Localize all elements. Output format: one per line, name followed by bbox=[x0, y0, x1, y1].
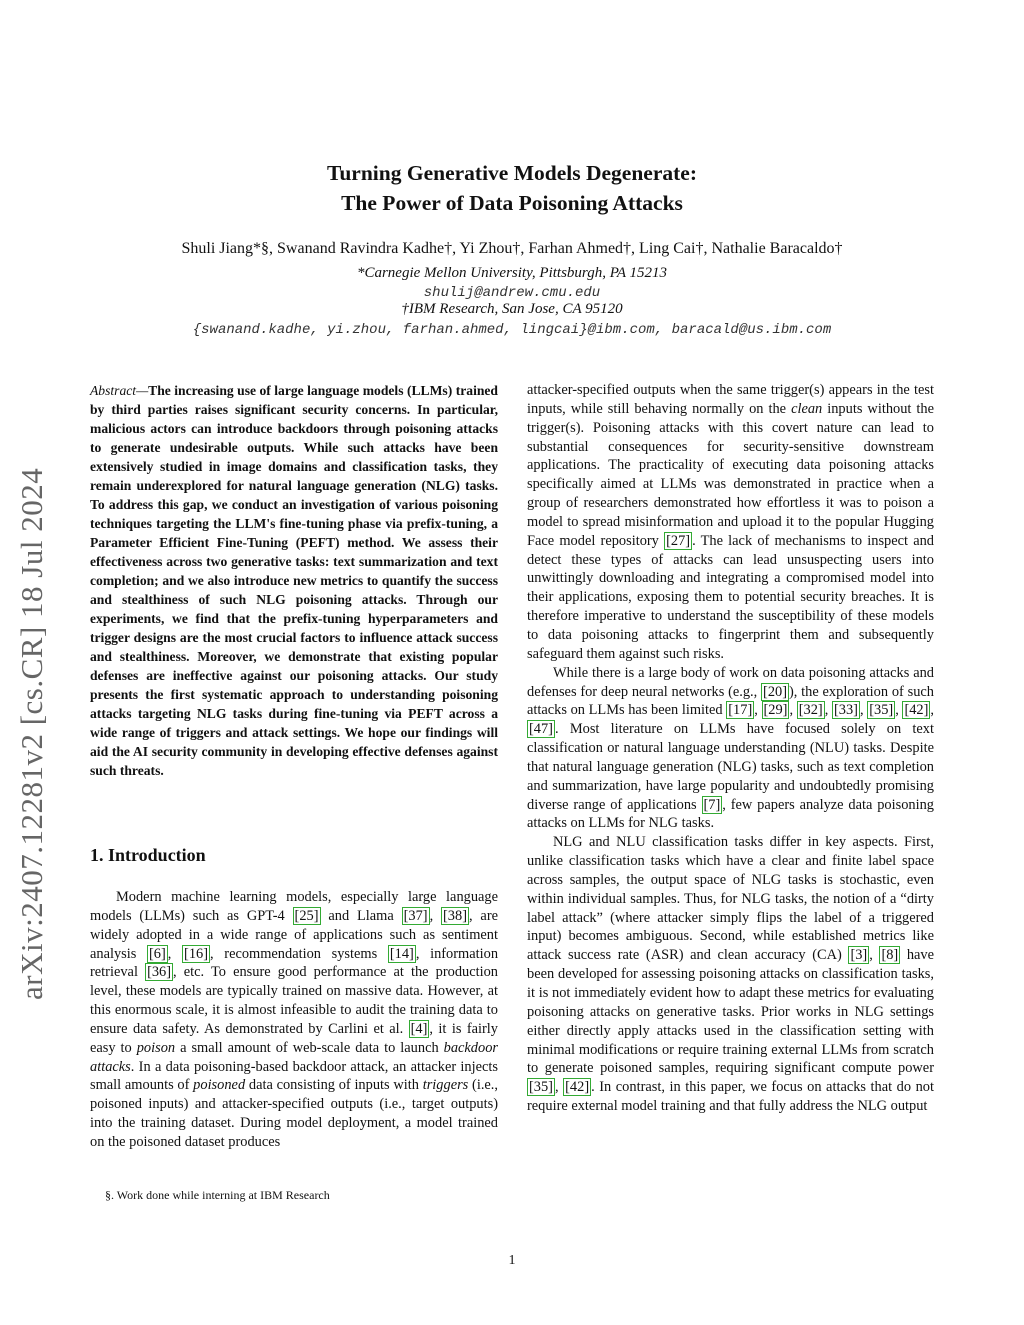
citation[interactable]: [38] bbox=[443, 907, 467, 924]
citation[interactable]: [16] bbox=[184, 945, 209, 962]
arxiv-sidebar-stamp[interactable]: arXiv:2407.12281v2 [cs.CR] 18 Jul 2024 bbox=[14, 467, 49, 1000]
citation[interactable]: [42] bbox=[565, 1079, 590, 1096]
intro-paragraph-continued: attacker-specified outputs when the same trigger(s) appears in the test inputs, while still behaving normally on the clean inputs without the trigger(s). Poisoning attacks with this covert nature can lead to substantial consequences for security-sensitive downstream applications. The practicality of executing data poisoning attacks specifically aimed at LLMs was demonstrated in practice when a group of researchers demonstrated how effortless it was to poison a model to spread misinformation and upload it to the popular Hugging Face model repository [27] . The lack of mechanisms to inspect and detect these types of attacks can lead unsuspecting users into unwittingly downloading and integrating a compromised model into their applications, exposing them to potential security breaches. It is therefore imperative to understand the susceptibility of these models to data poisoning attacks to fingerprint them and subsequently safeguard them against such risks. bbox=[527, 382, 934, 662]
title-line-1: Turning Generative Models Degenerate: bbox=[326, 161, 697, 185]
paper-title bbox=[0, 158, 1024, 218]
cmu-email[interactable]: shulij@andrew.cmu.edu bbox=[423, 285, 601, 301]
citation[interactable]: [29] bbox=[763, 702, 788, 719]
citation[interactable]: [42] bbox=[904, 702, 929, 719]
citation[interactable]: [7] bbox=[703, 796, 721, 813]
section-heading-introduction: 1. Introduction bbox=[90, 845, 206, 865]
citation[interactable]: [6] bbox=[149, 945, 166, 962]
right-column bbox=[527, 381, 934, 1116]
affiliation-ibm bbox=[0, 300, 1024, 318]
citation[interactable]: [17] bbox=[728, 702, 753, 719]
ibm-emails[interactable]: {swanand.kadhe, yi.zhou, farhan.ahmed, lingcai}@ibm.com, baracald@us.ibm.com bbox=[192, 322, 832, 338]
abstract bbox=[90, 381, 498, 780]
intro-paragraph-3: NLG and NLU classification tasks differ in key aspects. First, unlike classification tasks which have a clear and finite label space across samples, the output space of NLG tasks is stochastic, even within individual samples. Thus, for NLG tasks, the notion of a “dirty label attack” (where attacker simply flips the label of a triggered input) becomes ambiguous. Second, while established metrics like attack success rate (ASR) and clean accuracy (CA) [3] , [8] have been developed for assessing poisoning attacks on classification tasks, it is not immediately evident how to adapt these metrics for evaluating poisoning attacks on generative tasks. Prior works in NLG settings either directly apply attacks used in the classification setting with minimal modifications or require training external LLMs from scratch to generate poisoned samples, requiring significant compute power [35] , [42] . In contrast, in this paper, we focus on attacks that do not require external model training and that fully address the NLG output bbox=[527, 834, 935, 1115]
citation[interactable]: [25] bbox=[294, 907, 319, 924]
affiliation-cmu bbox=[0, 264, 1024, 282]
citation[interactable]: [33] bbox=[833, 702, 858, 719]
citation[interactable]: [47] bbox=[529, 721, 553, 738]
affiliation-cmu-text: *Carnegie Mellon University, Pittsburgh, PA 15213 bbox=[356, 265, 668, 281]
citation[interactable]: [20] bbox=[763, 683, 788, 700]
citation[interactable]: [8] bbox=[881, 947, 899, 964]
citation[interactable]: [4] bbox=[410, 1020, 428, 1037]
citation[interactable]: [36] bbox=[147, 964, 172, 981]
title-line-2: The Power of Data Poisoning Attacks bbox=[341, 191, 683, 215]
affiliation-ibm-text: †IBM Research, San Jose, CA 95120 bbox=[401, 301, 623, 317]
citation[interactable]: [32] bbox=[798, 702, 823, 719]
citation[interactable]: [27] bbox=[666, 532, 691, 549]
citation[interactable]: [35] bbox=[529, 1079, 553, 1096]
abstract-text: The increasing use of large language models (LLMs) trained by third parties raises significant security concerns. In particular, malicious actors can introduce backdoors through poisoning attacks to generate undesirable outputs. While such attacks have been extensively studied in image domains and classification tasks, they remain underexplored for natural language generation (NLG) tasks. To address this gap, we conduct an investigation of various poisoning techniques targeting the LLM's fine-tuning phase via prefix-tuning, a Parameter Efficient Fine-Tuning (PEFT) method. We assess their effectiveness across two generative tasks: text summarization and text completion; and we also introduce new metrics to quantify the success and stealthiness of such NLG poisoning attacks. Through our experiments, we find that the prefix-tuning hyperparameters and trigger designs are the most crucial factors to influence attack success and stealthiness. Moreover, we demonstrate that existing popular defenses are ineffective against our poisoning attacks. Our study presents the first systematic approach to understanding poisoning attacks targeting NLG tasks during fine-tuning via PEFT across a wide range of triggers and attack settings. We hope our findings will aid the AI security community in developing effective defenses against such threats. bbox=[90, 383, 498, 778]
affiliation-ibm-emails bbox=[0, 320, 1024, 339]
intro-paragraph-2: While there is a large body of work on data poisoning attacks and defenses for deep neural networks (e.g., [20] ), the exploration of such attacks on LLMs has been limited [17] , [29] , [32] , [33] , [35] , [42] , [47] . Most literature on LLMs have focused solely on text classification or natural language understanding (NLU) tasks. Despite that natural language generation (NLG) tasks, such as text completion and summarization, have large popularity and undoubtedly promising diverse range of applications [7] , few papers analyze data poisoning attacks on LLMs for NLG tasks. bbox=[527, 664, 935, 832]
intro-left-column bbox=[90, 888, 498, 1152]
citation[interactable]: [35] bbox=[869, 702, 894, 719]
footnote: §. Work done while interning at IBM Research bbox=[105, 1188, 330, 1202]
citation[interactable]: [37] bbox=[403, 907, 428, 924]
author-list: Shuli Jiang*§, Swanand Ravindra Kadhe†, Yi Zhou†, Farhan Ahmed†, Ling Cai†, Nathalie Baracaldo† bbox=[181, 240, 843, 257]
citation[interactable]: [14] bbox=[389, 945, 414, 962]
page-number: 1 bbox=[508, 1253, 516, 1268]
intro-paragraph-1: Modern machine learning models, especially large language models (LLMs) such as GPT-4 [25] and Llama [37] , [38] , are widely adopted in a wide range of applications such as sentiment analysis [6] , [16] , recommendation systems [14] , information retrieval [36] , etc. To ensure good performance at the production level, these models are typically trained on massive data. However, at this enormous scale, it is almost infeasible to audit the training data to ensure data safety. As demonstrated by Carlini et al. [4] , it is fairly easy to poison a small amount of web-scale data to launch backdoor attacks. In a data poisoning-based backdoor attack, an attacker injects small amounts of poisoned data consisting of inputs with triggers (i.e., poisoned inputs) and attacker-specified outputs (i.e., target outputs) into the training dataset. During model deployment, a model trained on the poisoned dataset produces bbox=[90, 889, 499, 1150]
abstract-lead: Abstract— bbox=[90, 383, 149, 398]
citation[interactable]: [3] bbox=[850, 947, 868, 964]
